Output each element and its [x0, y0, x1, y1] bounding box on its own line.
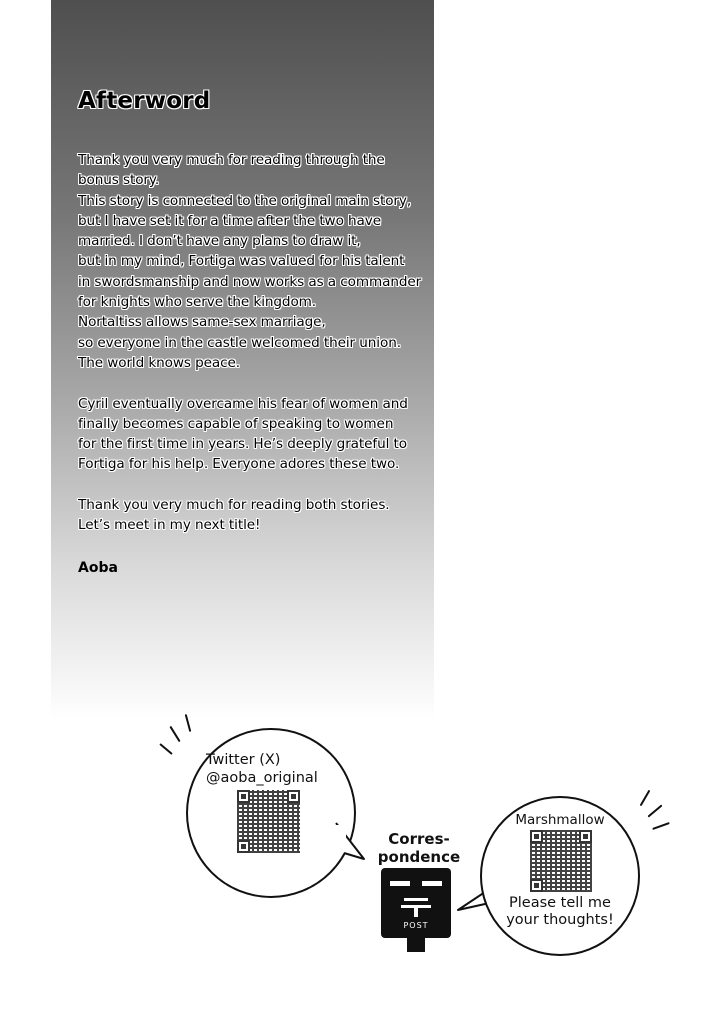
- post-label: POST: [403, 921, 429, 930]
- correspondence-line2: pondence: [377, 848, 461, 866]
- twitter-bubble-tail: [330, 815, 370, 865]
- author-signature: Aoba: [78, 560, 118, 576]
- emphasis-stroke: [647, 804, 662, 817]
- correspondence-line1: Corres-: [388, 830, 450, 848]
- emphasis-stroke: [652, 822, 670, 830]
- marshmallow-line2: your thoughts!: [506, 912, 614, 928]
- emphasis-stroke: [169, 726, 180, 742]
- postbox-stand: [407, 938, 425, 952]
- paragraph: Cyril eventually overcame his fear of women and finally becomes capable of speaking to women for the first time in years. He’s deeply grateful to Fortiga for his help. Everyone adores these two.: [78, 395, 408, 473]
- correspondence-label: [374, 830, 464, 866]
- emphasis-stroke: [159, 743, 173, 755]
- twitter-service: Twitter (X): [206, 752, 281, 768]
- paragraph: Thank you very much for reading both stories. Let’s meet in my next title!: [78, 497, 390, 534]
- postbox-icon: [381, 868, 451, 938]
- emphasis-stroke: [640, 790, 651, 807]
- marshmallow-qr-code[interactable]: [530, 830, 592, 892]
- twitter-label: [206, 752, 336, 787]
- marshmallow-line1: Please tell me: [509, 895, 611, 911]
- afterword-title: Afterword: [78, 88, 211, 114]
- paragraph: Thank you very much for reading through the bonus story. This story is connected to the original main story, but I have set it for a time after the two have married. I don’t have any plans to draw it, but in my mind, Fortiga was valued for his talent in swordsmanship and now works as a commander for knights who serve the kingdom. Nortaltiss allows same-sex marriage, so everyone in the castle welcomed their union. The world knows peace.: [78, 152, 422, 371]
- marshmallow-message: [490, 895, 630, 929]
- marshmallow-title: Marshmallow: [515, 812, 605, 828]
- afterword-body: [78, 150, 428, 556]
- twitter-handle: @aoba_original: [206, 770, 318, 786]
- twitter-qr-code[interactable]: [237, 790, 300, 853]
